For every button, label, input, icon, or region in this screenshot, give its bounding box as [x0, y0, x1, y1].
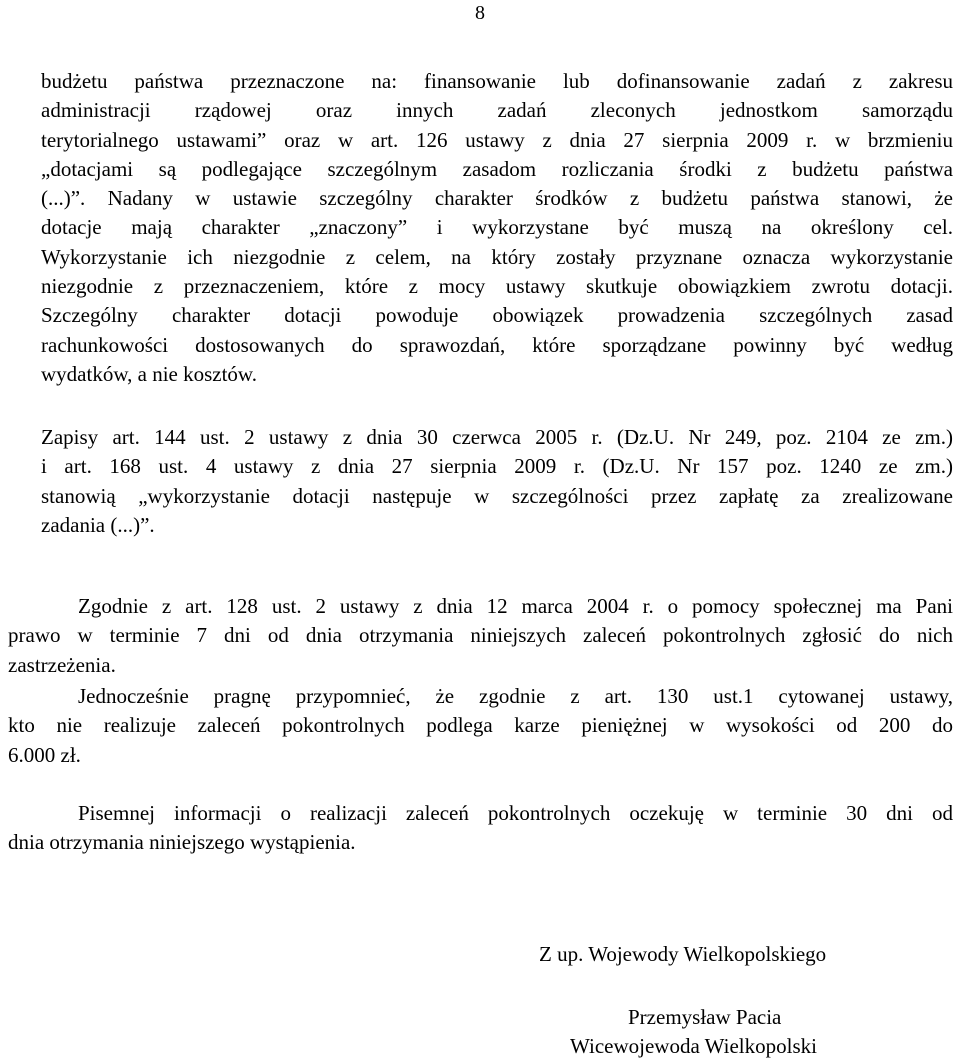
text-line: terytorialnego ustawami” oraz w art. 126 ustawy z dnia 27 sierpnia 2009 r. w brzmieniu	[41, 127, 953, 152]
text-line: administracji rządowej oraz innych zadań zleconych jednostkom samorządu	[41, 98, 953, 123]
text-line: kto nie realizuje zaleceń pokontrolnych podlega karze pieniężnej w wysokości od 200 do	[8, 713, 953, 738]
text-line: (...)”. Nadany w ustawie szczególny charakter środków z budżetu państwa stanowi, że	[41, 186, 953, 211]
text-line: Szczególny charakter dotacji powoduje obowiązek prowadzenia szczególnych zasad	[41, 303, 953, 328]
text-line: Zgodnie z art. 128 ust. 2 ustawy z dnia 12 marca 2004 r. o pomocy społecznej ma Pani	[78, 594, 953, 618]
text-line: prawo w terminie 7 dni od dnia otrzymania niniejszych zaleceń pokontrolnych zgłosić do nich	[8, 623, 953, 648]
text-line: budżetu państwa przeznaczone na: finansowanie lub dofinansowanie zadań z zakresu	[41, 69, 953, 93]
text-line: rachunkowości dostosowanych do sprawozdań, które sporządzane powinny być według	[41, 332, 953, 357]
text-line: dnia otrzymania niniejszego wystąpienia.	[8, 830, 356, 855]
pisemnej-paragraph	[8, 799, 953, 858]
text-line: Jednocześnie pragnę przypomnieć, że zgodnie z art. 130 ust.1 cytowanej ustawy,	[78, 684, 953, 708]
text-line: 6.000 zł.	[8, 742, 81, 767]
text-line: Wykorzystanie ich niezgodnie z celem, na który zostały przyznane oznacza wykorzystanie	[41, 244, 953, 269]
text-line: stanowią „wykorzystanie dotacji następuje w szczególności przez zapłatę za zrealizowane	[41, 483, 953, 508]
signatory-title: Wicewojewoda Wielkopolski	[570, 1034, 817, 1058]
text-line: zastrzeżenia.	[8, 652, 116, 677]
text-line: i art. 168 ust. 4 ustawy z dnia 27 sierpnia 2009 r. (Dz.U. Nr 157 poz. 1240 ze zm.)	[41, 454, 953, 479]
text-line: zadania (...)”.	[41, 512, 155, 537]
page-number: 8	[475, 2, 485, 24]
text-line: wydatków, a nie kosztów.	[41, 361, 257, 386]
signatory-name: Przemysław Pacia	[628, 1005, 782, 1029]
zapisy-paragraph	[41, 423, 953, 540]
text-line: Zapisy art. 144 ust. 2 ustawy z dnia 30 czerwca 2005 r. (Dz.U. Nr 249, poz. 2104 ze zm.)	[41, 425, 953, 449]
zgodnie-paragraph	[8, 592, 953, 680]
jednoczesnie-paragraph	[8, 682, 953, 770]
signature-on-behalf: Z up. Wojewody Wielkopolskiego	[539, 942, 827, 966]
quoted-provision-paragraph	[41, 67, 953, 389]
text-line: Pisemnej informacji o realizacji zaleceń pokontrolnych oczekuję w terminie 30 dni od	[78, 801, 953, 825]
text-line: „dotacjami są podlegające szczególnym zasadom rozliczania środki z budżetu państwa	[41, 156, 953, 181]
text-line: dotacje mają charakter „znaczony” i wykorzystane być muszą na określony cel.	[41, 215, 953, 240]
text-line: niezgodnie z przeznaczeniem, które z mocy ustawy skutkuje obowiązkiem zwrotu dotacji.	[41, 274, 953, 299]
